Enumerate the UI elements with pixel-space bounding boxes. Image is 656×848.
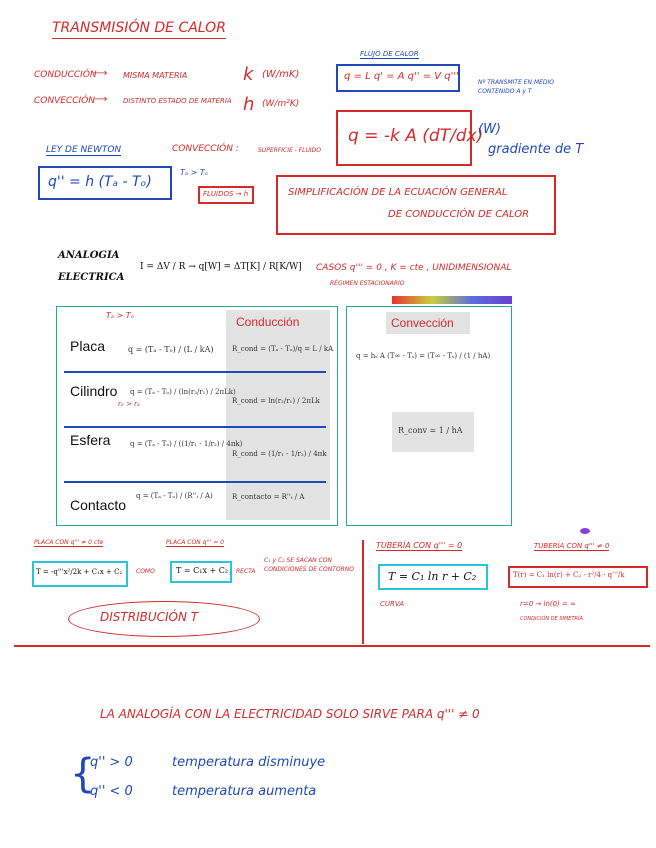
analogia-label2: ELECTRICA — [58, 272, 125, 283]
fourier-box — [336, 110, 484, 166]
conveccion-label: CONVECCIÓN — [34, 96, 95, 106]
placa-b-label: PLACA CON q''' = 0 — [166, 539, 224, 546]
newton-conveccion: CONVECCIÓN : — [172, 144, 239, 154]
table-row-formula: q = (Tₐ - Tₒ) / (R''ₜ / A) — [136, 492, 213, 500]
cilindro-note: rₒ > rₐ — [118, 400, 140, 408]
recta-label: RECTA — [236, 568, 256, 575]
conduccion-units: (W/mK) — [262, 69, 300, 80]
analogia-formula: I = ΔV / R → q[W] = ΔT[K] / R[K/W] — [140, 262, 302, 272]
table-row-resistance: R_contacto = R''ₜ / A — [232, 493, 305, 501]
newton-condition: Tₐ > Tₒ — [180, 168, 209, 177]
placa-b-box — [170, 561, 232, 583]
section-divider — [362, 540, 364, 644]
table-row-label: Esfera — [70, 432, 111, 448]
row-divider — [64, 426, 326, 428]
analogia-regimen: RÉGIMEN ESTACIONARIO — [330, 280, 405, 287]
ink-mark — [580, 528, 590, 534]
table-row-label: Placa — [70, 338, 106, 354]
conveccion-units: (W/m²K) — [262, 99, 300, 109]
table-row-resistance: R_cond = (1/r₁ - 1/r₂) / 4πk — [232, 450, 327, 458]
table-row-formula: q = (Tₐ - Tₒ) / (ln(r₂/r₁) / 2πLk) — [130, 388, 236, 396]
fourier-equation: q = -k A (dT/dx) — [348, 126, 484, 146]
newton-box — [38, 166, 172, 200]
arrow-right-icon: ⟶ — [93, 94, 108, 105]
gradient-label: gradiente de T — [488, 142, 584, 157]
fluidos-box — [198, 186, 254, 204]
col-conveccion: Convección — [391, 316, 454, 330]
conclusion-item1-text: temperatura disminuye — [172, 755, 326, 770]
simetria-note1: r=0 → ln(0) = ∞ — [520, 600, 576, 608]
conv-resistance: R_conv = 1 / hA — [398, 426, 463, 435]
section-divider — [14, 645, 650, 647]
conveccion-desc: DISTINTO ESTADO DE MATERIA — [123, 97, 232, 105]
table-condition: Tₐ > Tₒ — [106, 311, 135, 320]
flujo-note: Nº TRANSMITE EN MEDIO CONTENIDO A y T — [478, 79, 555, 95]
newton-subtitle: SUPERFICIE - FLUIDO — [258, 147, 322, 154]
placa-b-equation: T = C₁x + C₂ — [176, 566, 229, 575]
newton-equation: q'' = h (Tₐ - Tₒ) — [48, 174, 152, 190]
tuberia-box — [378, 564, 488, 590]
curva-label: CURVA — [380, 600, 404, 608]
distribucion-label: DISTRIBUCIÓN T — [100, 610, 199, 624]
row-divider — [64, 371, 326, 373]
tuberia-gen-label: TUBERÍA CON q''' ≠ 0 — [534, 542, 610, 550]
flujo-title: FLUJO DE CALOR — [360, 50, 419, 58]
analogia-casos: CASOS q''' = 0 , K = cte , UNIDIMENSIONAL — [316, 263, 512, 273]
table-row-resistance: R_cond = (Tₐ - Tₒ)/q = L / kA — [232, 345, 334, 353]
simplificacion-line2: DE CONDUCCIÓN DE CALOR — [388, 209, 530, 220]
analogia-label1: ANALOGIA — [58, 250, 120, 261]
resistance-column — [226, 310, 330, 520]
simplificacion-line1: SIMPLIFICACIÓN DE LA ECUACIÓN GENERAL — [288, 187, 508, 198]
table-row-formula: q = (Tₐ - Tₒ) / ((1/r₁ - 1/r₂) / 4πk) — [130, 440, 243, 448]
col-conduccion: Conducción — [236, 315, 300, 329]
page-title: TRANSMISIÓN DE CALOR — [52, 20, 226, 39]
conv-formula: q = hₛ A (T∞ - Tₛ) = (T∞ - Tₛ) / (1 / hA) — [356, 352, 491, 360]
conclusion-item2-cond: q'' < 0 — [90, 784, 133, 799]
table-row-label: Contacto — [70, 497, 127, 513]
arrow-right-icon: ⟶ — [93, 68, 108, 79]
placa-a-equation: T = -q'''x²/2k + C₁x + C₂ — [36, 568, 123, 576]
tuberia-equation: T = C₁ ln r + C₂ — [388, 570, 477, 583]
conduccion-label: CONDUCCIÓN — [34, 70, 97, 80]
flujo-equation: q = L q' = A q'' = V q''' — [344, 71, 459, 82]
como-label: COMO — [136, 568, 155, 575]
placa-a-box — [32, 561, 128, 587]
newton-title: LEY DE NEWTON — [46, 145, 122, 155]
simplificacion-box — [276, 175, 556, 235]
flujo-units: (W) — [478, 122, 501, 137]
flujo-box — [336, 64, 460, 92]
table-row-resistance: R_cond = ln(r₂/r₁) / 2πLk — [232, 397, 320, 405]
tuberia-gen-equation: T(r) = C₁ ln(r) + C₂ - r²/4 · q'''/k — [513, 571, 625, 579]
row-divider — [64, 481, 326, 483]
conduccion-desc: MISMA MATERIA — [123, 71, 188, 80]
conclusion-line: LA ANALOGÍA CON LA ELECTRICIDAD SOLO SIRVE PARA q''' ≠ 0 — [100, 707, 480, 721]
placa-a-label: PLACA CON q''' ≠ 0 cte — [34, 539, 104, 546]
fluidos-label: FLUIDOS → h — [203, 190, 249, 198]
simetria-note2: CONDICIÓN DE SIMETRÍA — [520, 616, 583, 622]
conclusion-item2-text: temperatura aumenta — [172, 784, 317, 799]
conduccion-k: k — [243, 64, 254, 85]
tuberia-gen-box — [508, 566, 648, 588]
contorno-note: C₁ y C₂ SE SACAN CON CONDICIONES DE CONTORNO — [264, 557, 354, 573]
table-row-formula: q = (Tₐ - Tₒ) / (L / kA) — [128, 345, 214, 354]
tuberia-label: TUBERÍA CON q''' = 0 — [376, 541, 463, 550]
conveccion-h: h — [243, 94, 255, 115]
table-row-label: Cilindro — [70, 383, 118, 399]
brace-icon: { — [70, 751, 96, 797]
highlight-strip — [392, 296, 512, 304]
conclusion-item1-cond: q'' > 0 — [90, 755, 133, 770]
